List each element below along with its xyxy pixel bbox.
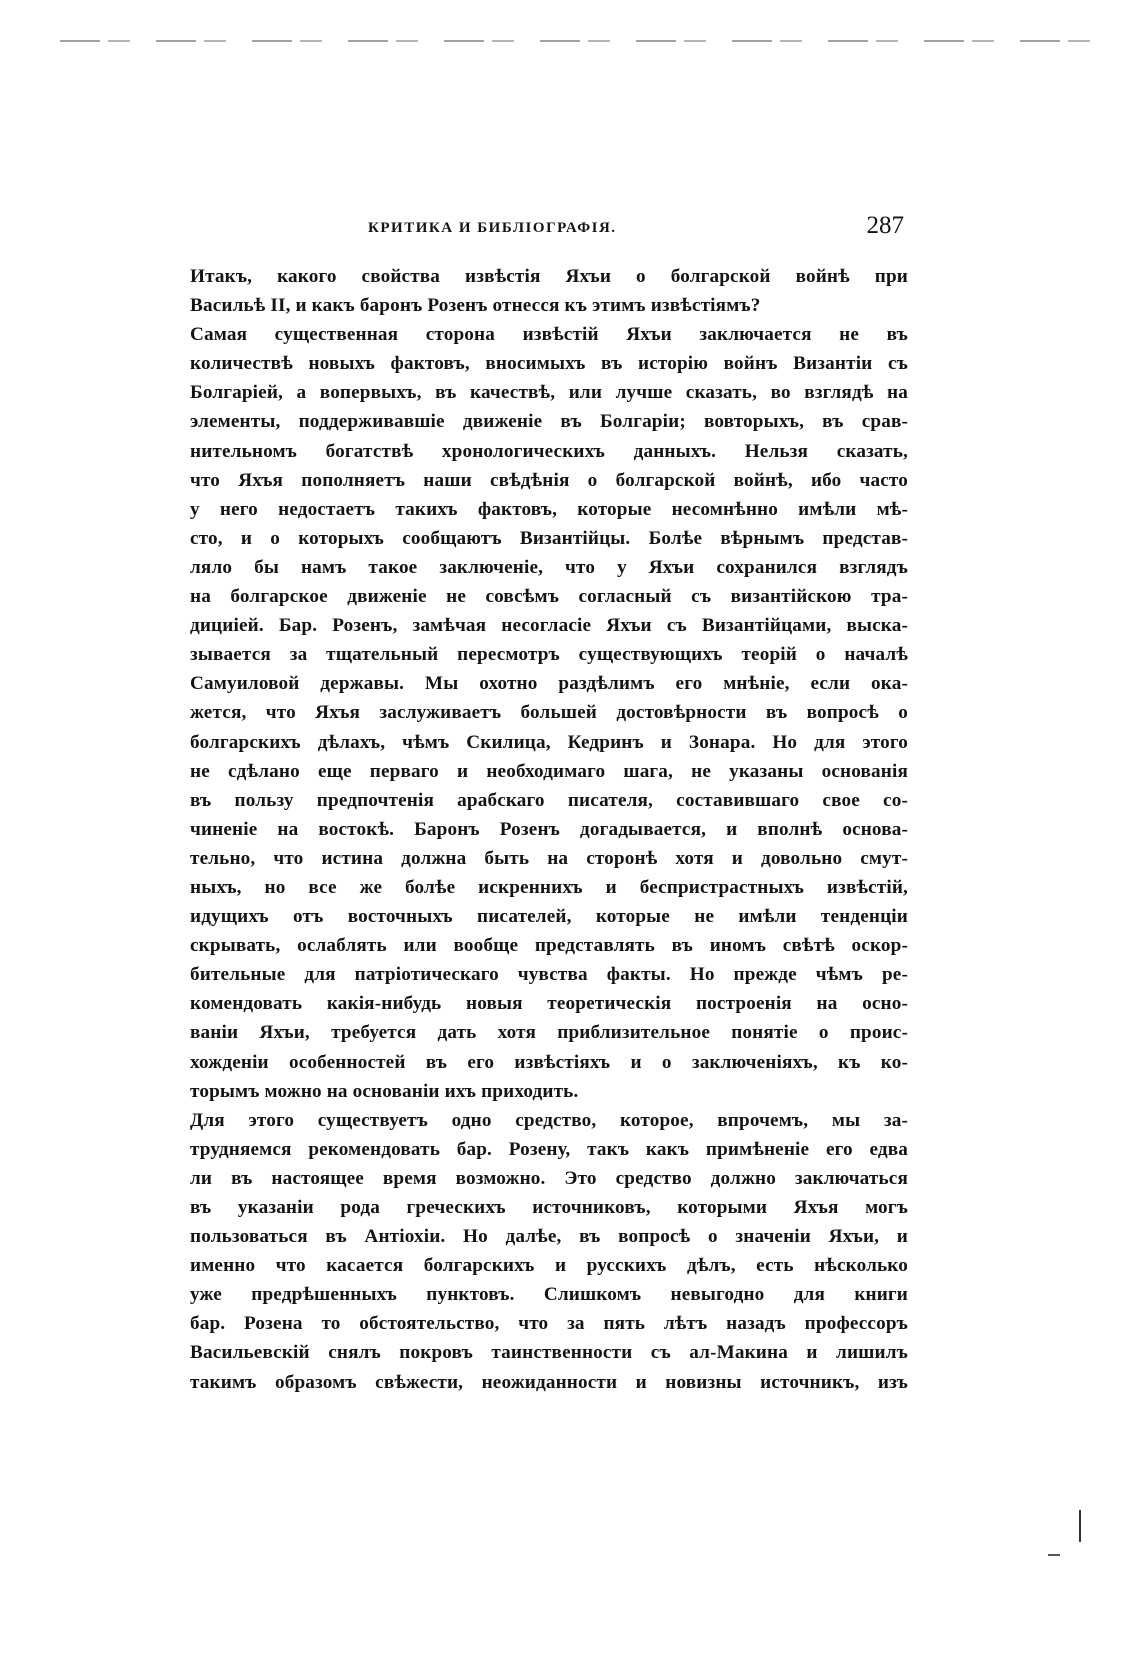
text-line: дициіей. Бар. Розенъ, замѣчая несогласіе Яхъи съ Византійцами, выска- xyxy=(190,615,908,637)
text-line: что Яхъя пополняетъ наши свѣдѣнія о болгарской войнѣ, ибо часто xyxy=(190,469,908,491)
text-line: элементы, поддерживавшіе движеніе въ Болгаріи; вовторыхъ, въ срав- xyxy=(190,411,908,433)
text-line: сто, и о которыхъ сообщаютъ Византійцы. Болѣе вѣрнымъ представ- xyxy=(190,527,908,549)
margin-dash xyxy=(1048,1554,1060,1556)
text-line: комендовать какія-нибудь новыя теоретическія построенія на осно- xyxy=(190,993,908,1015)
text-line: Для этого существуетъ одно средство, которое, впрочемъ, мы за- xyxy=(190,1109,908,1131)
text-line: Итакъ, какого свойства извѣстія Яхъи о болгарской войнѣ при xyxy=(190,266,908,287)
text-line: ваніи Яхъи, требуется дать хотя приблизительное понятіе о проис- xyxy=(190,1022,908,1044)
text-line: Самая существенная сторона извѣстій Яхъи заключается не въ xyxy=(190,324,908,346)
text-line: у него недостаетъ такихъ фактовъ, которые несомнѣнно имѣли мѣ- xyxy=(190,498,908,520)
text-line: скрывать, ослаблять или вообще представлять въ иномъ свѣтѣ оскор- xyxy=(190,935,908,957)
text-line: уже предрѣшенныхъ пунктовъ. Слишкомъ невыгодно для книги xyxy=(190,1284,908,1306)
text-line: Васильѣ II, и какъ баронъ Розенъ отнесся къ этимъ извѣстіямъ? xyxy=(190,295,761,317)
text-line: не сдѣлано еще перваго и необходимаго шага, не указаны основанія xyxy=(190,760,908,782)
text-line: зывается за тщательный пересмотръ существующихъ теорій о началѣ xyxy=(190,644,908,666)
text-line: нительномъ богатствѣ хронологическихъ данныхъ. Нельзя сказать, xyxy=(190,440,908,462)
text-line: ныхъ, но все же болѣе искреннихъ и беспристрастныхъ извѣстій, xyxy=(190,876,908,898)
text-line: бительные для патріотическаго чувства факты. Но прежде чѣмъ ре- xyxy=(190,964,908,986)
page-number: 287 xyxy=(866,212,904,239)
text-line: жется, что Яхъя заслуживаетъ большей достовѣрности въ вопросѣ о xyxy=(190,702,908,724)
text-line: болгарскихъ дѣлахъ, чѣмъ Скилица, Кедринъ и Зонара. Но для этого xyxy=(190,731,908,753)
text-line: Самуиловой державы. Мы охотно раздѣлимъ его мнѣніе, если ока- xyxy=(190,673,908,695)
text-line: пользоваться въ Антіохіи. Но далѣе, въ вопросѣ о значеніи Яхъи, и xyxy=(190,1226,908,1248)
running-head xyxy=(190,212,908,248)
text-line: чиненіе на востокѣ. Баронъ Розенъ догадывается, и вполнѣ основа- xyxy=(190,818,908,840)
running-title: КРИТИКА И БИБЛІОГРАФІЯ. xyxy=(368,220,617,236)
text-line: торымъ можно на основаніи ихъ приходить. xyxy=(190,1080,579,1102)
text-line: на болгарское движеніе не совсѣмъ согласный съ византійскою тра- xyxy=(190,586,908,608)
scan-edge-rule xyxy=(60,40,1100,42)
text-line: въ пользу предпочтенія арабскаго писателя, составившаго свое со- xyxy=(190,789,908,811)
text-line: тельно, что истина должна быть на сторонѣ хотя и довольно смут- xyxy=(190,847,908,869)
text-line: Болгаріей, а вопервыхъ, въ качествѣ, или лучше сказать, во взглядѣ на xyxy=(190,382,908,404)
text-line: бар. Розена то обстоятельство, что за пять лѣтъ назадъ профессоръ xyxy=(190,1313,908,1335)
text-line: Васильевскій снялъ покровъ таинственности съ ал-Макина и лишилъ xyxy=(190,1342,908,1364)
book-page xyxy=(190,212,908,1397)
text-line: хожденіи особенностей въ его извѣстіяхъ и о заключеніяхъ, къ ко- xyxy=(190,1051,908,1073)
text-line: именно что касается болгарскихъ и русскихъ дѣлъ, есть нѣсколько xyxy=(190,1255,908,1277)
text-line: въ указаніи рода греческихъ источниковъ, которыми Яхъя могъ xyxy=(190,1197,908,1218)
text-line: идущихъ отъ восточныхъ писателей, которые не имѣли тенденціи xyxy=(190,906,908,928)
text-line: трудняемся рекомендовать бар. Розену, такъ какъ примѣненіе его едва xyxy=(190,1138,908,1160)
text-line: количествѣ новыхъ фактовъ, вносимыхъ въ исторію войнъ Византіи съ xyxy=(190,353,908,375)
text-line: ли въ настоящее время возможно. Это средство должно заключаться xyxy=(190,1167,908,1189)
margin-mark xyxy=(1079,1510,1081,1542)
text-line: такимъ образомъ свѣжести, неожиданности и новизны источникъ, изъ xyxy=(190,1371,908,1393)
text-line: ляло бы намъ такое заключеніе, что у Яхъи сохранился взглядъ xyxy=(190,556,908,578)
body-text xyxy=(190,262,908,1397)
